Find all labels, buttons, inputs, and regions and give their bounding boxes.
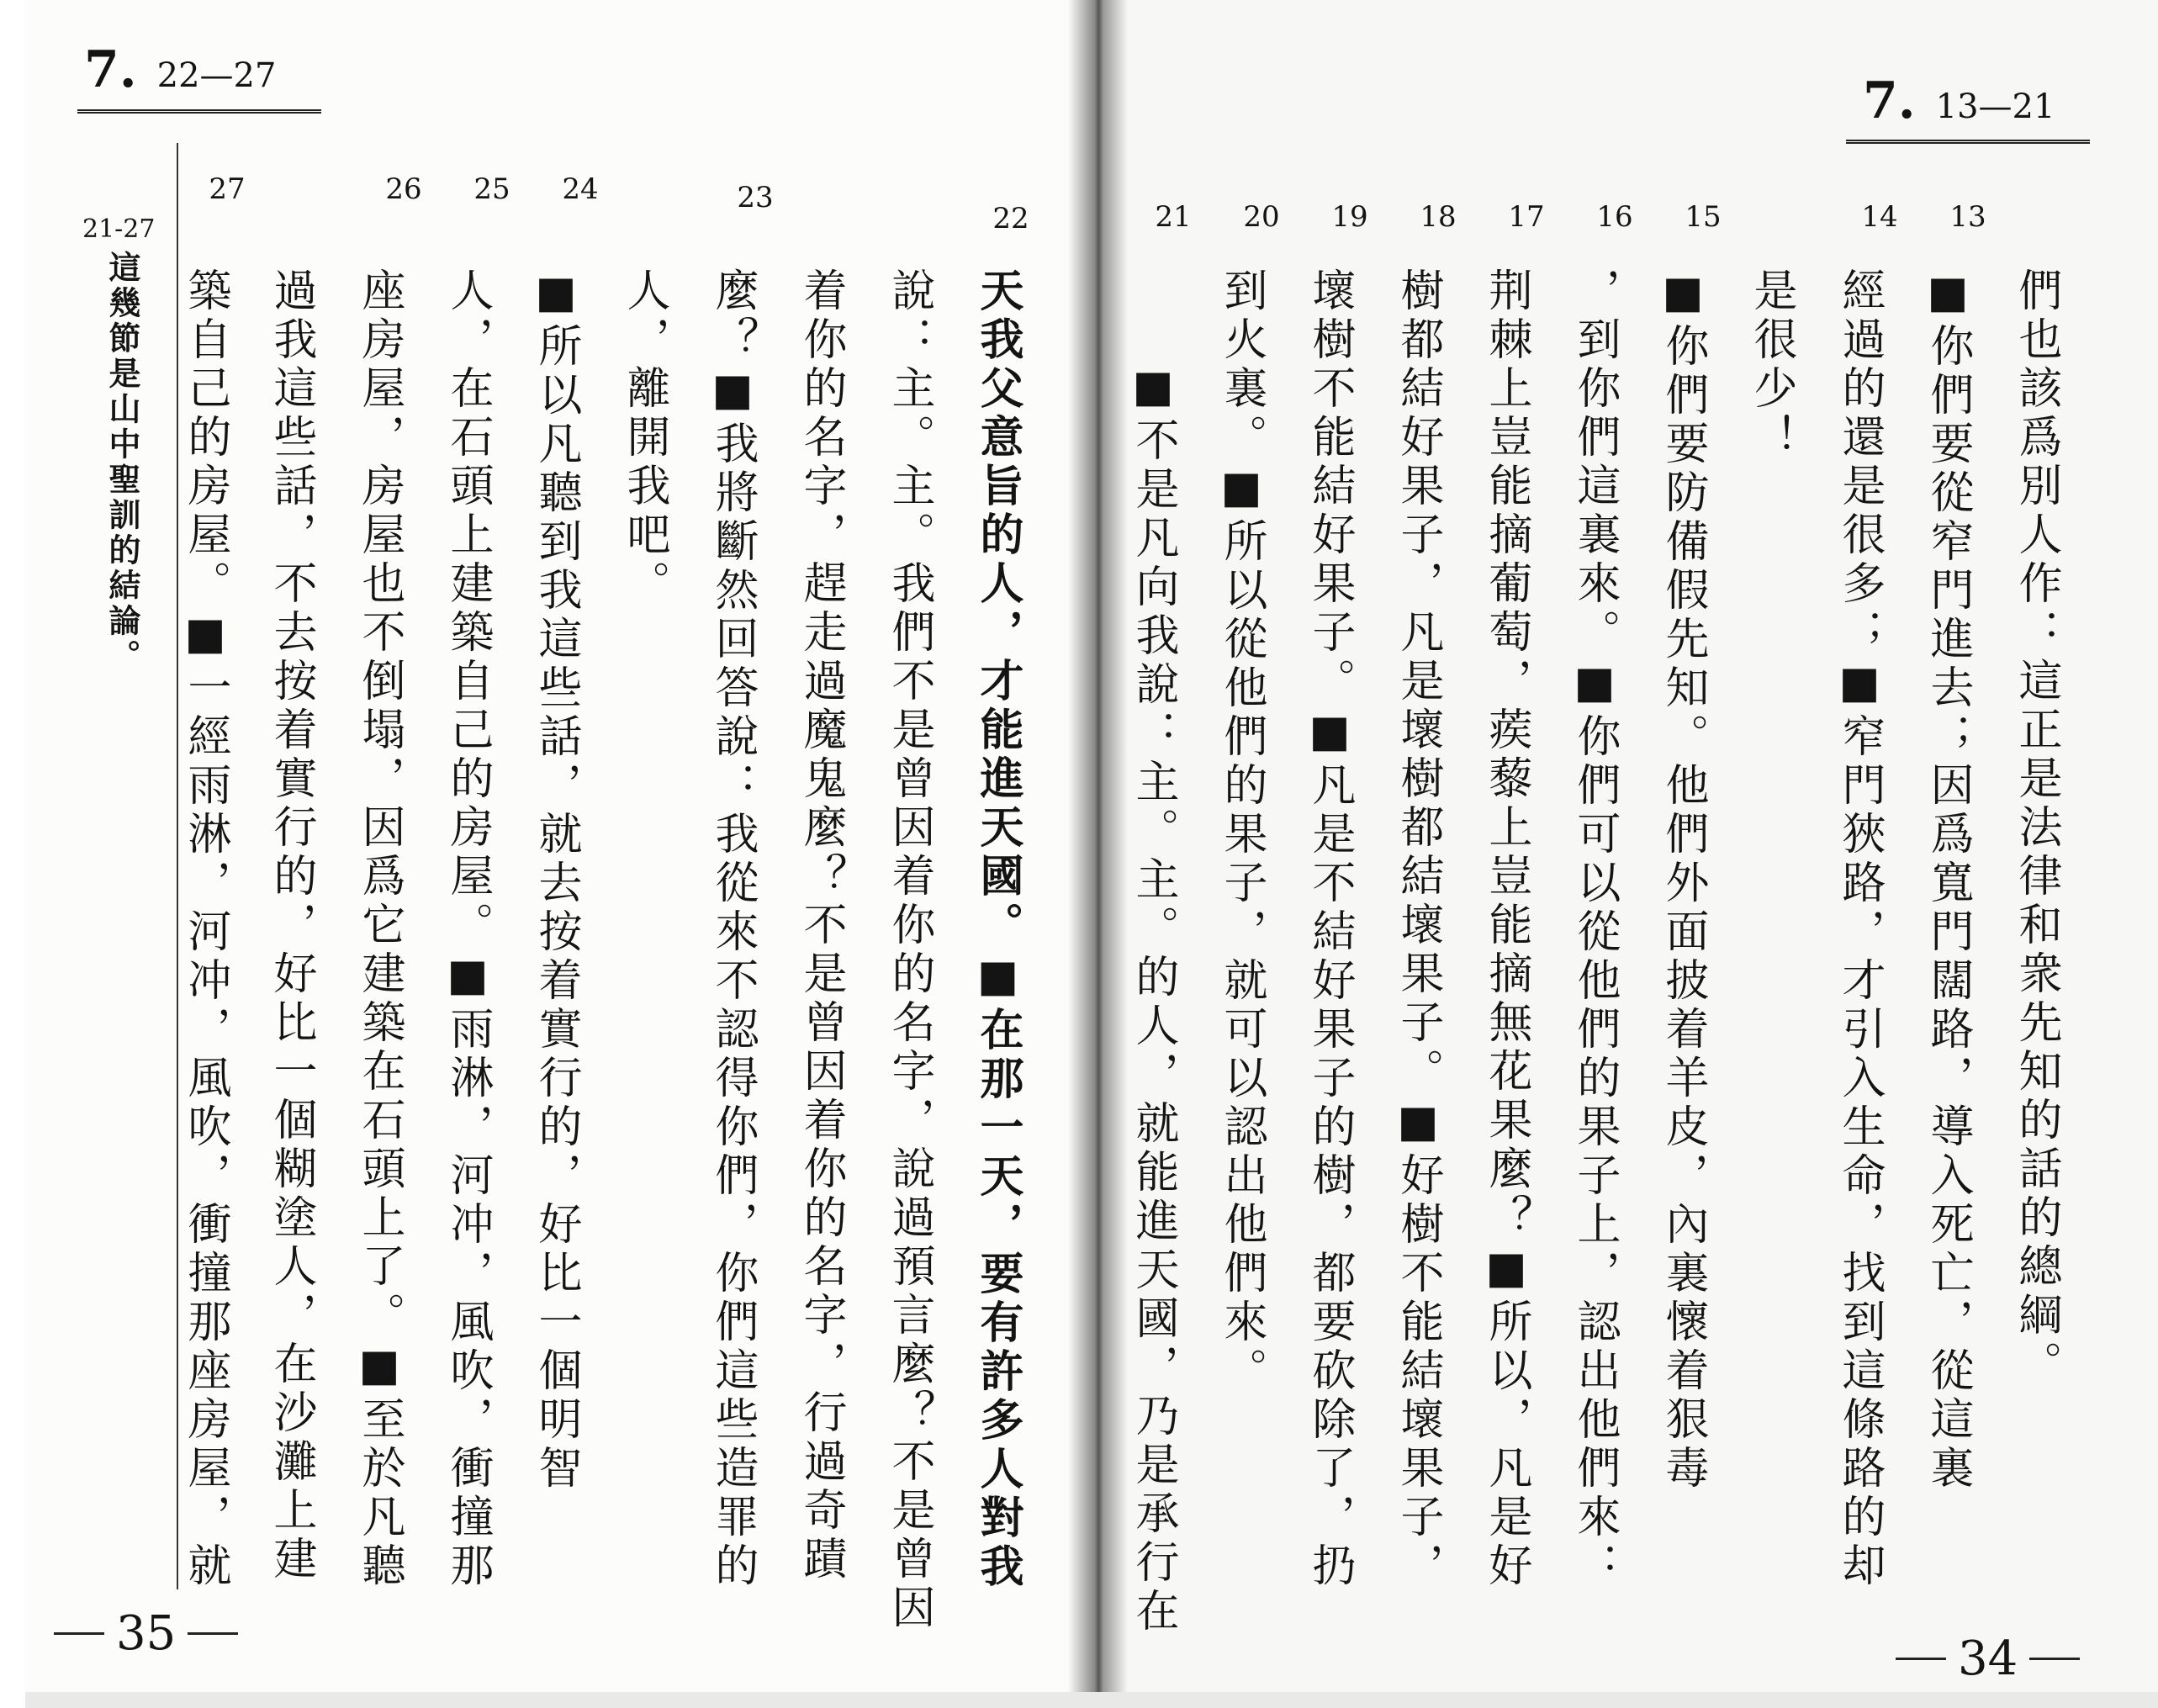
sidenote-range: 21-27 (82, 214, 156, 244)
text-column: 過我這些話，不去按着實行的，好比一個糊塗人，在沙灘上建 (266, 267, 316, 1584)
text-column: ■所以凡聽到我這些話，就去按着實行的，好比一個明智 (531, 267, 581, 1494)
text-column: ，到你們這裏來。■你們可以從他們的果子上，認出他們來： (1569, 267, 1620, 1591)
verse-number: 27 (209, 172, 246, 206)
right-page-number (1884, 1631, 2092, 1686)
verse-number: 18 (1420, 200, 1457, 234)
verse-number: 13 (1949, 200, 1986, 234)
sidenote-rule (177, 143, 178, 1589)
right-page-header (1863, 71, 2055, 130)
text-column: 到火裏。■所以從他們的果子，就可以認出他們來。 (1216, 267, 1267, 1396)
verse-number: 22 (992, 202, 1029, 235)
verse-number: 19 (1331, 200, 1368, 234)
text-column: 樹都結好果子，凡是壞樹都結壞果子。■好樹不能結壞果子， (1393, 267, 1443, 1591)
verse-number: 17 (1508, 200, 1545, 234)
verse-number: 20 (1243, 200, 1280, 234)
text-column: 座房屋，房屋也不倒塌，因爲它建築在石頭上了。■至於凡聽 (354, 267, 405, 1591)
text-column: 們也該爲別人作：這正是法律和衆先知的話的總綱。 (2011, 267, 2061, 1389)
left-page-header (84, 40, 276, 99)
book-gutter (1068, 0, 1127, 1708)
verse-number: 21 (1155, 200, 1192, 234)
text-column: ■你們要防備假先知。他們外面披着羊皮，內裏懷着狠毒 (1658, 267, 1708, 1494)
verse-number: 15 (1685, 200, 1722, 234)
left-sidenote (82, 214, 155, 674)
verse-number: 14 (1861, 200, 1898, 234)
verse-number: 26 (385, 172, 422, 206)
verse-number: 16 (1596, 200, 1633, 234)
left-verse-range: 22—27 (156, 56, 277, 95)
verse-number: 24 (562, 172, 599, 206)
page-number-text: 34 (1958, 1631, 2018, 1686)
text-column: 築自己的房屋。■一經雨淋，河冲，風吹，衝撞那座房屋，就 (180, 267, 230, 1591)
left-header-rule (77, 109, 321, 114)
text-column: 天我父意旨的人，才能進天國。■在那一天，要有許多人對我 (972, 267, 1023, 1592)
text-column: 人，離開我吧。 (619, 267, 669, 609)
text-column: 荆棘上豈能摘葡萄，蒺藜上豈能摘無花果麼？■所以，凡是好 (1481, 267, 1531, 1591)
text-column: 經過的還是很多；■窄門狹路，才引入生命，找到這條路的却 (1834, 267, 1885, 1591)
right-chapter-label: 7. (1863, 71, 1916, 130)
right-header-rule (1846, 140, 2090, 144)
text-column: 壞樹不能結好果子。■凡是不結好果子的樹，都要砍除了，扔 (1304, 267, 1355, 1591)
text-column: ■你們要從窄門進去；因爲寬門闊路，導入死亡，從這裏 (1923, 267, 1973, 1494)
text-column: ■不是凡向我說：主。主。的人，就能進天國，乃是承行在 (1128, 362, 1178, 1637)
text-column: 是很少！ (1746, 267, 1796, 463)
text-column: 着你的名字，趕走過魔鬼麼？不是曾因着你的名字，行過奇蹟 (796, 267, 846, 1584)
text-column: 說：主。主。我們不是曾因着你的名字，說過預言麼？不是曾因 (884, 267, 934, 1633)
left-chapter-label: 7. (84, 40, 137, 99)
right-verse-range: 13—21 (1935, 87, 2055, 126)
text-column: 麼？■我將斷然回答說：我從來不認得你們，你們這些造罪的 (707, 267, 758, 1591)
verse-number: 25 (473, 172, 510, 206)
sidenote-text: 這幾節是山中聖訓的結論。 (103, 251, 141, 674)
page-bottom-edge (25, 1692, 2158, 1708)
page-number-text: 35 (116, 1606, 177, 1661)
verse-number: 23 (737, 181, 774, 214)
left-page-number (42, 1606, 250, 1661)
text-column: 人，在石頭上建築自己的房屋。■雨淋，河冲，風吹，衝撞那 (442, 267, 493, 1591)
